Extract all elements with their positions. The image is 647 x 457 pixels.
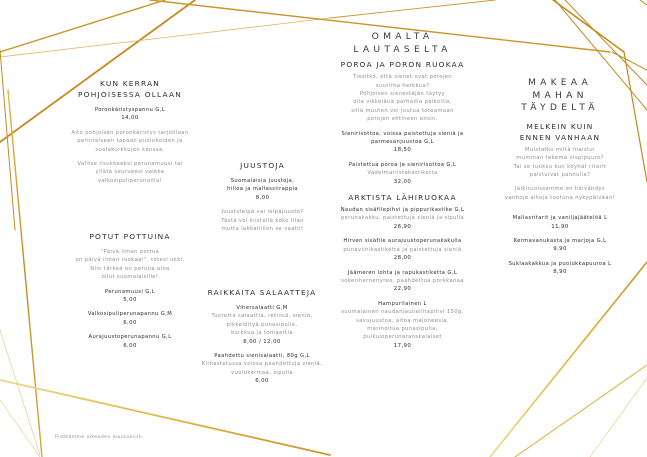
menu-item-name: Suklaakakkua ja puolukkapuuroa L [508, 260, 612, 267]
description-line: Pohjoisen sienestäjän täytyy [359, 91, 446, 97]
description-line: Muistatko miltä maistui [525, 146, 595, 153]
description-line: Kirkastetussa voissa paahdettuja sieniä, [201, 361, 323, 368]
menu-item-price: 6,00 [123, 319, 137, 326]
menu-item-price: 9,90 [553, 246, 567, 253]
menu-item-name: Hampurilainen L [378, 300, 427, 307]
heading-taydelta: TÄYDELTÄ [521, 102, 599, 114]
menu-item-price: 17,90 [393, 342, 412, 349]
description-line: suomalainen naudanjauhelihapihvi 150g, [341, 309, 464, 316]
menu-item-name: Valkosipuliperunapannu G,M [87, 311, 173, 318]
column-potatoes [50, 231, 210, 350]
heading-lautaselta: LAUTASELTA [353, 43, 452, 55]
description-line: on päivä ilman ruokaa!", totesi ukki. [75, 257, 185, 264]
footer-note-text: Pidätämme oikeuden muutoksiin. [55, 435, 144, 440]
description-line: puikuloperunaranskalaiset [363, 334, 442, 341]
menu-item-price: 5,00 [123, 297, 137, 304]
description-line: Tiesitkö, että sienet ovat porojen [353, 74, 452, 81]
menu-item-price: 18,50 [393, 147, 412, 154]
section-title-arktista: ARKTISTA LÄHIRUOKAA [348, 193, 457, 203]
section-title-poroa: POROA JA PORON RUOKAA [340, 60, 465, 70]
section-title-raikkaita-salaatteja: RAIKKAITA SALAATTEJA [207, 288, 317, 297]
description-line: marinoitua punasipulia, [367, 325, 438, 332]
description-line: sillä muuten voi joutua toteamaan [351, 107, 454, 114]
menu-item-price: 28,00 [393, 255, 412, 262]
section-title-kun-kerran: KUN KERRAN [99, 79, 160, 88]
column-salads [187, 287, 337, 386]
description-line: paistuivat pannulla? [529, 172, 591, 178]
section-title-pohjoisessa: POHJOISESSA OLLAAN [78, 90, 182, 99]
heading-omalta: OMALTA [371, 31, 434, 42]
menu-item-price: 8,90 [553, 269, 567, 276]
menu-item-name: Kermavanukasta ja marjoja G,L [513, 238, 607, 245]
description-line: "Päivä ilman pottua [100, 249, 160, 255]
description-line: vuolukermaa, sipulia [231, 369, 293, 376]
footer-note [55, 434, 175, 442]
menu-item-price: 8,00 [255, 194, 270, 201]
description-line: savujuustoa, aitoa majoneesia, [356, 317, 449, 324]
menu-item-name: Vihersalaatti G,M [236, 305, 288, 311]
menu-item-name: Aurajuustoperunapannu G,L [88, 334, 172, 341]
menu-item-price: 32,00 [393, 178, 412, 185]
description-line: kurkkua ja tomaattia [231, 330, 293, 337]
description-line: porojen ehtineen ensin. [367, 116, 438, 123]
description-line: punaviinikastiketta ja paistettuja sieniä [343, 246, 462, 253]
section-title-ennen-vanhaan: ENNEN VANHAAN [519, 132, 601, 142]
menu-item-name: Paistettua poroa ja sienirisottoa G,L [348, 161, 457, 168]
description-line: Vadelmariistakastiketta [367, 170, 438, 177]
description-line: Niin tärkeä on peruna aina [90, 265, 170, 272]
description-line: Jälkiruoissamme on häivähdys [515, 186, 605, 193]
description-line: suolakurkkujen kanssa. [95, 146, 165, 153]
description-line: Tästä voi kiistellä koko illan [221, 217, 304, 224]
menu-item-price: 6,00 / 12,00 [243, 338, 281, 345]
section-title-melkein-kuin: MELKEIN KUIN [526, 121, 594, 131]
description-line: Tuoretta salaattia, retiisiä, sieniä, [211, 313, 313, 320]
menu-item-name: Sienirisottoa, voissa paistettuja sieniä ja [341, 130, 464, 137]
menu-item-name: Jäämeren lohta ja rapukastiketta G,L [347, 269, 458, 276]
section-title-juustoja: JUUSTOJA [240, 161, 285, 170]
description-line: pikkelöityä punasipulia, [226, 321, 298, 328]
menu-item-price: 26,90 [393, 223, 412, 230]
menu-item-name: Mallasritarit ja vaniljajäätelöä L [512, 215, 608, 222]
menu-item-price: 6,00 [123, 342, 137, 349]
description-line: Valitse lisukkeeksi perunamuusi tai [77, 161, 183, 168]
column-cheese [190, 160, 335, 233]
description-line: perinteiseen tapaan puolukoiden ja [77, 138, 183, 145]
menu-item-price: 11,90 [551, 223, 569, 230]
description-line: sokeriherneпyree, paahdettua porkkanaa [341, 277, 464, 284]
heading-makeaa: MAKEAA [527, 77, 593, 88]
description-line: Aito pohjoisen poronkäristys tarjoillaan [71, 129, 189, 136]
description-line: perunakakku, paistettuja sieniä ja sipulia [340, 215, 465, 222]
menu-item-name: hilloa ja mallassiirappia [227, 186, 298, 193]
description-line: Tai se tuoksu kun köyhät ritarit [513, 163, 607, 170]
menu-item-name: Poronkäristyspannu G,L [94, 107, 166, 113]
heading-mahan: MAHAN [532, 89, 588, 101]
column-main-course-intro [50, 78, 210, 185]
description-line: yllätä seurueesi vaikka [95, 169, 165, 176]
description-line: Juustoleipä vai leipäjuusto? [221, 209, 304, 216]
description-line: suurinta herkkua? [375, 82, 430, 89]
menu-item-name: Perunamuusi G,L [104, 288, 155, 295]
menu-item-price: 22,90 [393, 286, 412, 293]
menu-item-name: Hirven sisäfile aurajuustoperunakakulla [343, 238, 462, 245]
description-line: valkosipuliperunoilla! [97, 177, 163, 184]
menu-item-name: Suomalaisia juustoja, [230, 178, 295, 184]
description-line: vanhoja aikoja tuotuna nykypäivään! [504, 194, 616, 201]
section-title-potut-pottuina: POTUT POTTUINA [89, 232, 171, 241]
description-line: mumman tekemä vispipuuro? [516, 155, 604, 162]
menu-item-price: 6,00 [255, 378, 269, 385]
column-main-courses [325, 31, 480, 350]
description-line: olla vikkelänä parhailla paikoilla, [353, 99, 452, 106]
description-line: ollut suomalaisille! [101, 274, 159, 281]
menu-item-price: 14,00 [121, 115, 139, 122]
column-desserts [480, 77, 640, 277]
menu-item-name: parmesanjuustoa G,L [371, 139, 434, 146]
description-line: mutta lakkahillon se vaatii! [221, 226, 304, 233]
menu-item-name: Paahdettu sienisalaatti, 80g G,L [214, 353, 310, 360]
menu-item-name: Naudan sisäfilepihvi ja pippurikastike G,L [340, 207, 465, 214]
